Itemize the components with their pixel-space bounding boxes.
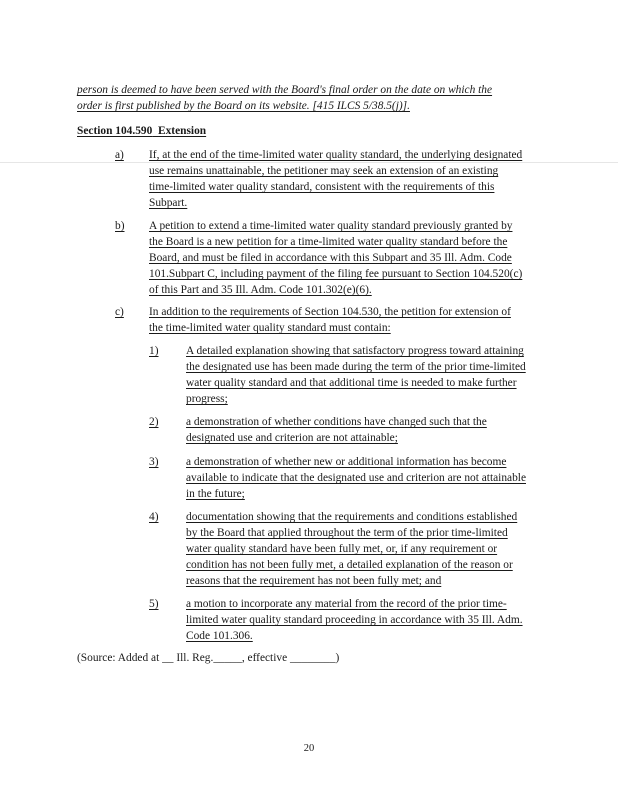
item-line: a motion to incorporate any material from the record of the prior time- bbox=[186, 598, 507, 610]
item-line: documentation showing that the requirements and conditions established bbox=[186, 511, 518, 523]
page-number: 20 bbox=[303, 743, 315, 754]
item-marker: 2) bbox=[149, 416, 159, 428]
item-line: a demonstration of whether new or additional information has become bbox=[186, 456, 507, 468]
intro-line: person is deemed to have been served with the Board's final order on the date on which the bbox=[77, 84, 493, 96]
source-note: (Source: Added at __ Ill. Reg._____, effective ________) bbox=[77, 652, 340, 664]
subsection-marker: c) bbox=[115, 306, 124, 318]
item-line: progress; bbox=[186, 393, 228, 405]
item-line: A detailed explanation showing that satisfactory progress toward attaining bbox=[186, 345, 524, 357]
subsection-marker: a) bbox=[115, 149, 124, 161]
item-line: Code 101.306. bbox=[186, 630, 253, 642]
section-title: Extension bbox=[158, 125, 207, 137]
subsection-line: Board, and must be filed in accordance with this Subpart and 35 Ill. Adm. Code bbox=[149, 252, 512, 264]
item-line: water quality standard have been fully met, or, if any requirement or bbox=[186, 543, 498, 555]
item-line: available to indicate that the designated use and criterion are not attainable bbox=[186, 472, 526, 484]
subsection-line: In addition to the requirements of Section 104.530, the petition for extension of bbox=[149, 306, 511, 318]
item-line: designated use and criterion are not attainable; bbox=[186, 432, 398, 444]
subsection-line: A petition to extend a time-limited water quality standard previously granted by bbox=[149, 220, 513, 232]
item-marker: 5) bbox=[149, 598, 159, 610]
subsection-line: of this Part and 35 Ill. Adm. Code 101.302(e)(6). bbox=[149, 284, 372, 296]
item-line: water quality standard and that additional time is needed to make further bbox=[186, 377, 517, 389]
subsection-line: If, at the end of the time-limited water quality standard, the underlying designated bbox=[149, 149, 523, 161]
subsection-line: the Board is a new petition for a time-limited water quality standard before the bbox=[149, 236, 508, 248]
item-line: the designated use has been made during the term of the prior time-limited bbox=[186, 361, 526, 373]
item-line: a demonstration of whether conditions have changed such that the bbox=[186, 416, 487, 428]
item-marker: 4) bbox=[149, 511, 159, 523]
item-marker: 1) bbox=[149, 345, 159, 357]
subsection-line: the time-limited water quality standard must contain: bbox=[149, 322, 391, 334]
section-heading bbox=[77, 123, 206, 139]
item-line: by the Board that applied throughout the term of the prior time-limited bbox=[186, 527, 508, 539]
item-line: limited water quality standard proceeding in accordance with 35 Ill. Adm. bbox=[186, 614, 523, 626]
item-marker: 3) bbox=[149, 456, 159, 468]
subsection-line: time-limited water quality standard, consistent with the requirements of this bbox=[149, 181, 495, 193]
subsection-line: 101.Subpart C, including payment of the filing fee pursuant to Section 104.520(c) bbox=[149, 268, 523, 280]
subsection-line: Subpart. bbox=[149, 197, 188, 209]
subsection-line: use remains unattainable, the petitioner may seek an extension of an existing bbox=[149, 165, 499, 177]
section-number: Section 104.590 bbox=[77, 125, 153, 137]
subsection-marker: b) bbox=[115, 220, 125, 232]
item-line: reasons that the requirement has not been fully met; and bbox=[186, 575, 442, 587]
intro-line: order is first published by the Board on its website. [415 ILCS 5/38.5(j)]. bbox=[77, 100, 410, 112]
item-line: in the future; bbox=[186, 488, 245, 500]
item-line: condition has not been fully met, a detailed explanation of the reason or bbox=[186, 559, 513, 571]
